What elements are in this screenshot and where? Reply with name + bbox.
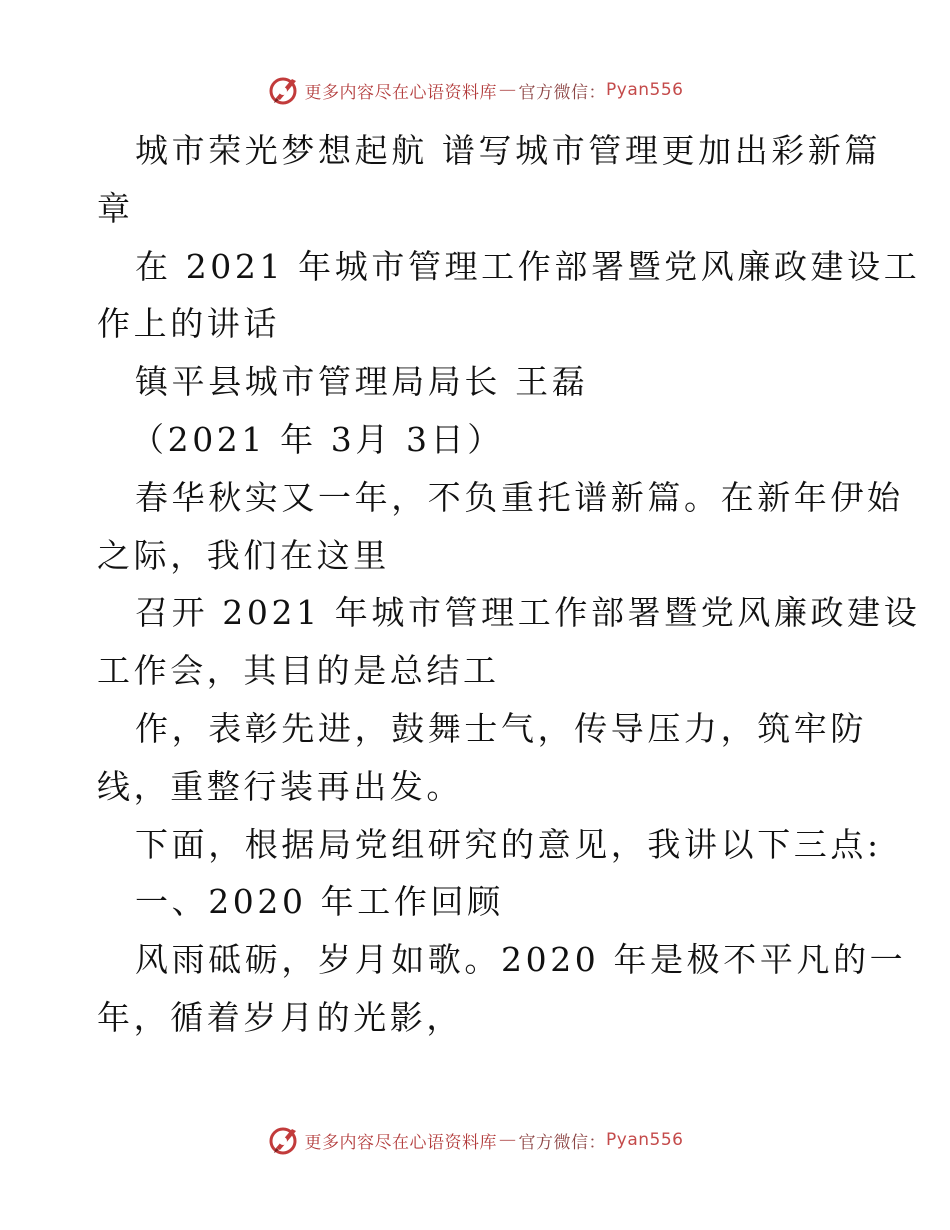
doc-date-line: （2021 年 3月 3日） [131, 419, 504, 459]
doc-paragraph-line: 召开 2021 年城市管理工作部署暨党风廉政建设 [135, 593, 921, 633]
doc-author-line: 镇平县城市管理局局长 王磊 [135, 362, 589, 402]
banner-separator: — [499, 1130, 517, 1150]
banner-main-text: 更多内容尽在心语资料库 [304, 1132, 498, 1153]
banner-separator: — [499, 80, 517, 100]
doc-subtitle-line-1: 在 2021 年城市管理工作部署暨党风廉政建设工 [135, 246, 921, 286]
doc-paragraph-line: 线，重整行装再出发。 [97, 766, 463, 806]
banner-wechat-label: 官方微信： [518, 1132, 607, 1153]
banner-wechat-id: Pyan556 [606, 1130, 684, 1150]
doc-paragraph-line: 之际，我们在这里 [97, 535, 390, 575]
doc-paragraph-line: 春华秋实又一年，不负重托谱新篇。在新年伊始 [135, 477, 904, 517]
doc-paragraph-line: 风雨砥砺，岁月如歌。2020 年是极不平凡的一 [135, 940, 907, 980]
header-banner[interactable] [0, 70, 950, 110]
banner-wechat-label: 官方微信： [518, 82, 607, 103]
banner-wechat-id: Pyan556 [606, 80, 684, 100]
document-body [97, 122, 921, 1047]
doc-title-line-1: 城市荣光梦想起航 谱写城市管理更加出彩新篇 [135, 131, 882, 170]
doc-paragraph-line: 作，表彰先进，鼓舞士气，传导压力，筑牢防 [135, 708, 867, 748]
doc-subtitle-line-2: 作上的讲话 [97, 304, 280, 344]
doc-paragraph-line: 年，循着岁月的光影， [97, 997, 463, 1037]
footer-banner[interactable] [0, 1120, 950, 1160]
doc-title-line-2: 章 [97, 188, 134, 228]
doc-paragraph-line: 下面，根据局党组研究的意见，我讲以下三点: [135, 824, 882, 864]
doc-paragraph-line: 工作会，其目的是总结工 [97, 651, 500, 691]
quill-pen-logo-icon [267, 73, 301, 107]
quill-pen-logo-icon [267, 1123, 301, 1157]
doc-section-heading: 一、2020 年工作回顾 [135, 882, 504, 922]
banner-main-text: 更多内容尽在心语资料库 [304, 82, 498, 103]
